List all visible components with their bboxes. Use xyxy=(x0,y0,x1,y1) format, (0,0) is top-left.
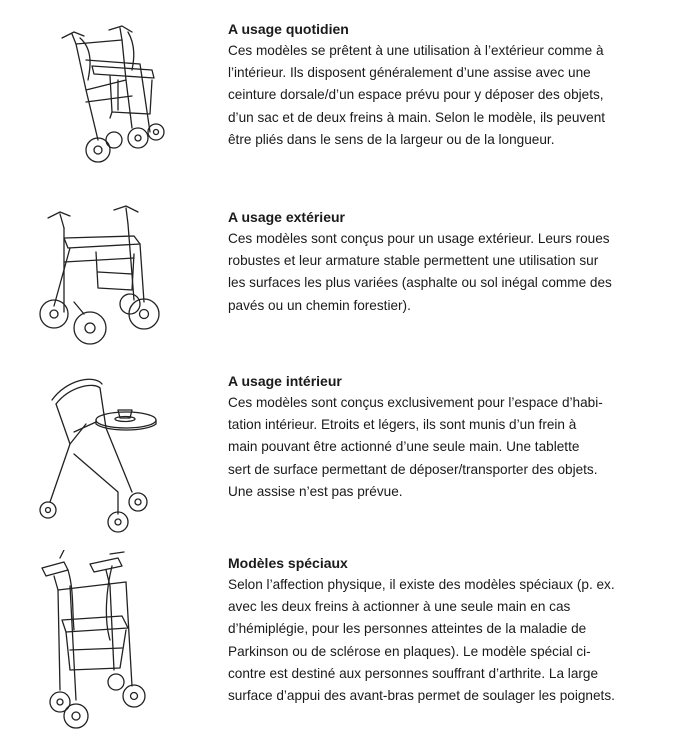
section-text xyxy=(228,552,648,707)
section-text xyxy=(228,370,648,503)
section-outdoor-use xyxy=(0,190,684,350)
rollator-daily-illustration xyxy=(14,20,204,180)
section-body: Ces modèles se prêtent à une utilisation à l’extérieur comme à l’intérieur. Ils disposent généralement d’une assise avec une ceinture dorsale/d’un espace prévu pour y déposer des objets, d’un sac et de deux freins à main. Selon le modèle, ils peuvent être pliés dans le sens de la largeur ou de la longueur. xyxy=(228,43,606,147)
section-heading: A usage quotidien xyxy=(228,21,349,37)
section-text xyxy=(228,206,648,317)
section-body: Ces modèles sont conçus exclusivement pour l’espace d’habi- tation intérieur. Etroits et légers, ils sont munis d’un frein à main pouvant être actionné d’une seule main. Une tablette sert de surface permettant de déposer/transporter des objets. Une assise n’est pas prévue. xyxy=(228,395,603,499)
section-daily-use xyxy=(0,0,684,180)
rollator-indoor-illustration xyxy=(14,374,204,538)
section-text xyxy=(228,18,648,151)
section-special-models xyxy=(0,548,684,744)
rollator-outdoor-illustration xyxy=(14,202,204,352)
section-heading: A usage extérieur xyxy=(228,209,345,225)
section-heading: A usage intérieur xyxy=(228,373,342,389)
section-indoor-use xyxy=(0,360,684,540)
rollator-special-illustration xyxy=(14,550,204,740)
section-body: Ces modèles sont conçus pour un usage extérieur. Leurs roues robustes et leur armature stable permettent une utilisation sur les surfaces les plus variées (asphalte ou sol inégal comme des pavés ou un chemin forestier). xyxy=(228,231,612,313)
section-body: Selon l’affection physique, il existe des modèles spéciaux (p. ex. avec les deux freins à actionner à une seule main en cas d’hémiplégie, pour les personnes atteintes de la maladie de Parkinson ou de sclérose en plaques). Le modèle spécial ci- contre est destiné aux personnes souffrant d’arthrite. La large surface d’appui des avant-bras permet de soulager les poignets. xyxy=(228,577,615,704)
section-heading: Modèles spéciaux xyxy=(228,555,348,571)
